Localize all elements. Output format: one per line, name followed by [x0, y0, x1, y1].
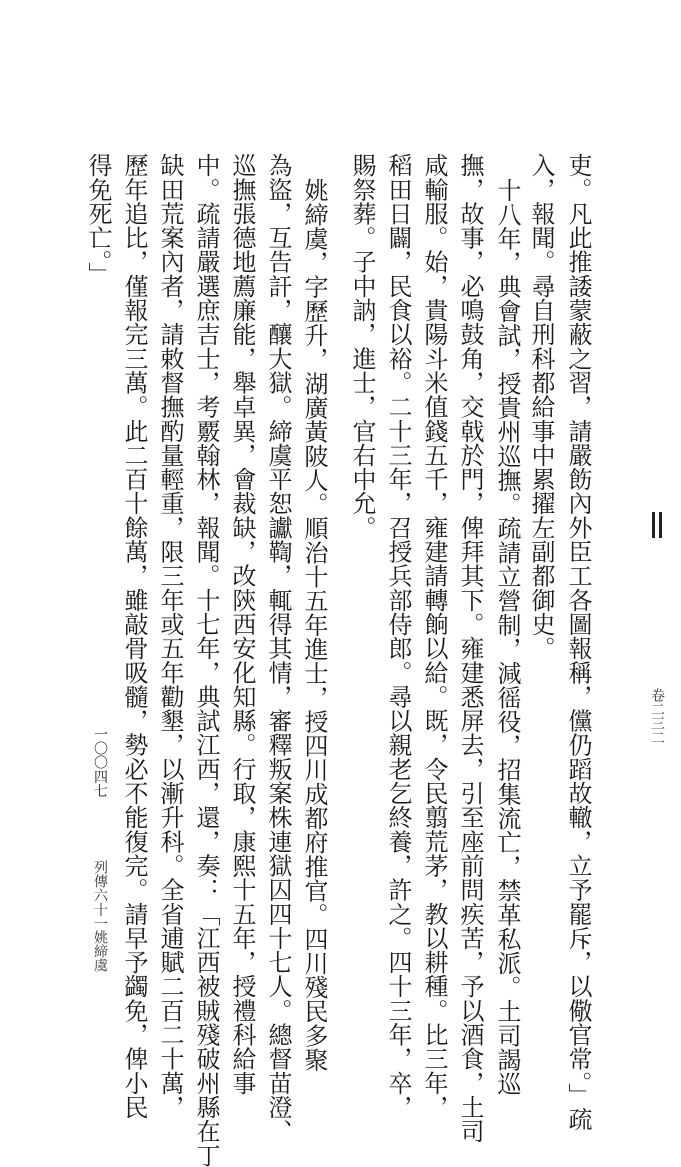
- text-column-7: 賜祭葬。子中訥，進士，官右中允。: [348, 153, 376, 540]
- text-column-6: 稻田日闢，民食以裕。二十三年，召授兵部侍郎。尋以親老乞終養，許之。四十三年，卒，: [384, 153, 412, 1119]
- running-head-chapter: 列傳六十一: [92, 860, 108, 931]
- edge-mark: [652, 512, 655, 538]
- text-column-3: 十八年，典會試，授貴州巡撫。疏請立營制，減徭役，招集流亡，禁革私派。土司謁巡: [493, 178, 521, 1096]
- text-column-12: 缺田荒案內者，請敕督撫酌量輕重，限三年或五年勸墾，以漸升科。全省逋賦二百二十萬，: [156, 153, 184, 1119]
- edge-mark: [659, 512, 662, 538]
- volume-marker: 卷二三二: [649, 688, 665, 745]
- text-column-8: 姚締虞，字歷升，湖廣黃陂人。順治十五年進士，授四川成都府推官。四川殘民多聚: [300, 178, 328, 1072]
- page-number: 一〇〇四七: [92, 727, 108, 798]
- text-column-4: 撫，故事，必鳴鼓角，交戟於門，俾拜其下。雍建悉屏去，引至座前問疾苦，予以酒食，土司: [456, 153, 484, 1144]
- text-column-2: 入，報聞。尋自刑科都給事中累擢左副都御史。: [527, 153, 555, 661]
- text-column-5: 咸輸服。始，貴陽斗米值錢五千，雍建請轉餉以給。既，令民翦荒茅，教以耕種。比三年，: [420, 153, 448, 1119]
- text-column-9: 為盜，互告訐，釀大獄。締虞平恕讞鞫，輒得其情，審釋叛案株連獄囚四十七人。總督苗澄、: [264, 153, 292, 1144]
- text-column-13: 歷年追比，僅報完三萬。此二百十餘萬，雖敲骨吸髓，勢必不能復完。請早予蠲免，俾小民: [120, 153, 148, 1119]
- text-column-1: 吏。凡此推諉蒙蔽之習，請嚴飭內外臣工各圖報稱，儻仍蹈故轍，立予罷斥，以儆官常。」疏: [564, 153, 592, 1132]
- text-column-10: 巡撫張德地薦廉能，舉卓異，會裁缺，改陝西安化知縣。行取，康熙十五年，授禮科給事: [228, 153, 256, 1095]
- text-column-11: 中。疏請嚴選庶吉士，考覈翰林，報聞。十七年，典試江西，還，奏：「江西被賊殘破州縣在丁: [192, 153, 220, 1167]
- text-column-14: 得免死亡。」: [84, 153, 112, 286]
- running-head-name: 姚締虞: [92, 930, 108, 973]
